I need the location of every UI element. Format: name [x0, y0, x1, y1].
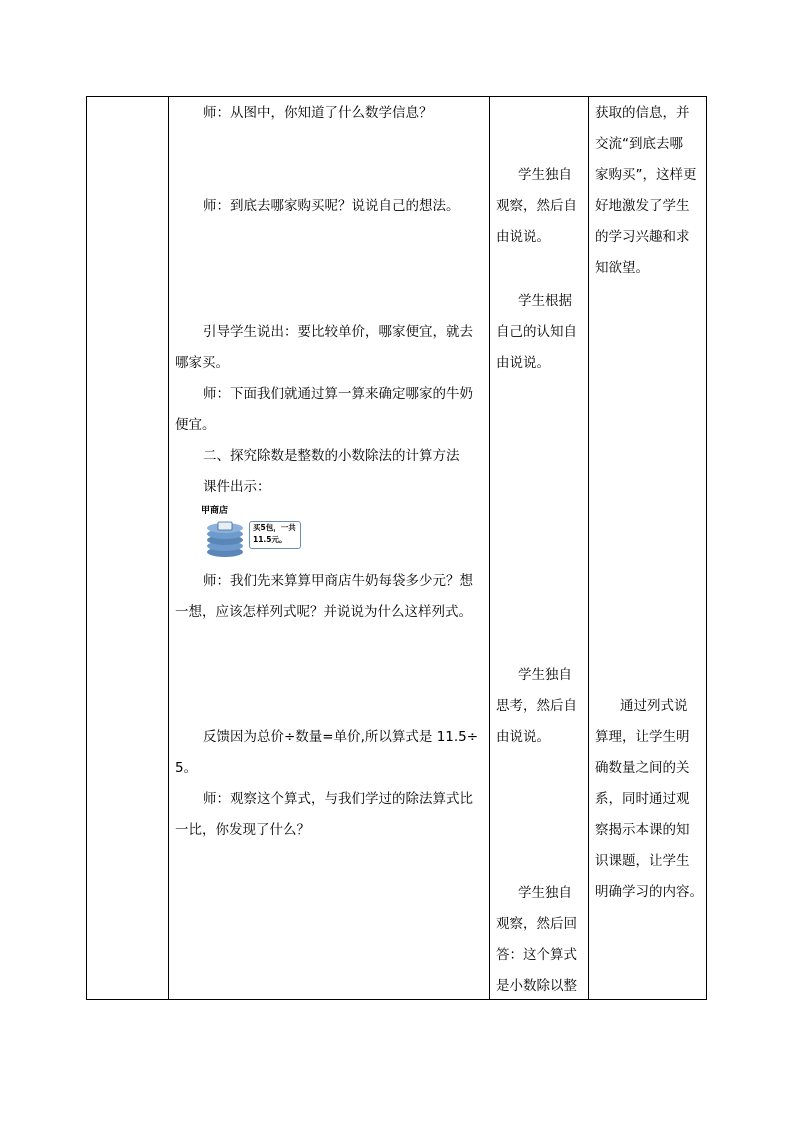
stage-column: [87, 97, 168, 999]
student-activity-column: [490, 97, 588, 999]
intent-line: 明确学习的内容。: [595, 884, 703, 900]
lesson-table: [86, 96, 707, 1000]
teacher-line: 便宜。: [175, 417, 216, 433]
design-intent-column: [589, 97, 707, 999]
intent-line: 交流“到底去哪: [595, 136, 683, 152]
teacher-line: 5。: [175, 760, 198, 776]
intent-line: 察揭示本课的知: [595, 822, 690, 838]
intent-line: 知欲望。: [595, 260, 649, 276]
intent-line: 的学习兴趣和求: [595, 229, 690, 245]
intent-line: 算理，让学生明: [595, 729, 690, 745]
student-line: 学生独自: [518, 885, 572, 901]
student-line: 自己的认知自: [496, 324, 577, 340]
student-line: 学生独自: [518, 167, 572, 183]
student-line: 由说说。: [496, 355, 550, 371]
shop-illustration: [201, 505, 311, 561]
teacher-line: 师：到底去哪家购买呢？说说自己的想法。: [203, 198, 460, 214]
intent-line: 系，同时通过观: [595, 791, 690, 807]
intent-line: 确数量之间的关: [595, 760, 690, 776]
bubble-line: 买5包，一共: [253, 523, 296, 532]
student-line: 学生独自: [518, 667, 572, 683]
teacher-line: 师：从图中，你知道了什么数学信息？: [203, 105, 433, 121]
teacher-line: 师：我们先来算算甲商店牛奶每袋多少元？想: [203, 573, 473, 589]
shop-name: 甲商店: [201, 506, 229, 516]
milk-stack-icon: [205, 519, 245, 559]
teacher-line: 课件出示：: [203, 479, 271, 495]
intent-line: 识课题，让学生: [595, 853, 690, 869]
teacher-activity-column: [169, 97, 489, 999]
intent-line: 好地激发了学生: [595, 198, 690, 214]
teacher-line: 一比，你发现了什么？: [175, 822, 310, 838]
teacher-line: 一想，应该怎样列式呢？并说说为什么这样列式。: [175, 604, 472, 620]
student-line: 学生根据: [518, 293, 572, 309]
teacher-line: 引导学生说出：要比较单价，哪家便宜，就去: [203, 324, 473, 340]
student-line: 是小数除以整: [496, 978, 577, 994]
intent-line: 通过列式说: [620, 698, 688, 714]
student-line: 思考，然后自: [496, 698, 577, 714]
teacher-line: 反馈因为总价÷数量=单价,所以算式是 11.5÷: [203, 729, 479, 745]
section-heading: 二、探究除数是整数的小数除法的计算方法: [203, 448, 460, 464]
price-bubble: [249, 521, 301, 549]
teacher-line: 师：下面我们就通过算一算来确定哪家的牛奶: [203, 386, 473, 402]
teacher-line: 哪家买。: [175, 355, 229, 371]
student-line: 观察，然后自: [496, 198, 577, 214]
teacher-line: 师：观察这个算式，与我们学过的除法算式比: [203, 791, 473, 807]
intent-line: 获取的信息，并: [595, 105, 690, 121]
intent-line: 家购买”，这样更: [595, 167, 697, 183]
student-line: 由说说。: [496, 729, 550, 745]
student-line: 由说说。: [496, 229, 550, 245]
bubble-line: 11.5元。: [253, 535, 287, 544]
student-line: 答：这个算式: [496, 947, 577, 963]
student-line: 观察，然后回: [496, 916, 577, 932]
